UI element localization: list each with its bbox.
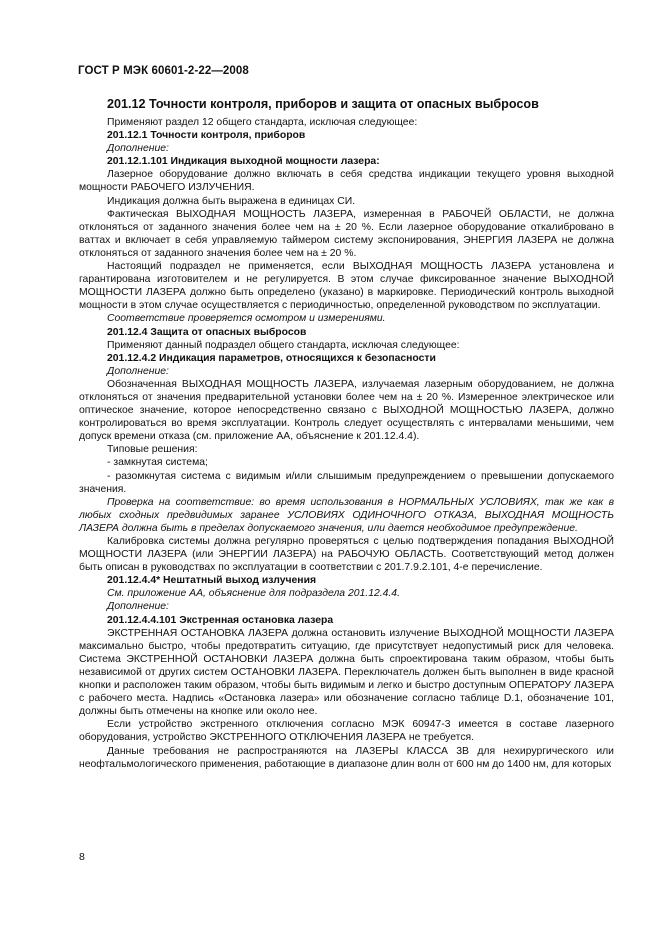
paragraph: Лазерное оборудование должно включать в себя средства индикации текущего уровня выходной мощности РАБОЧЕГО ИЗЛУЧЕНИЯ. bbox=[79, 169, 614, 194]
paragraph: Проверка на соответствие: во время использования в НОРМАЛЬНЫХ УСЛОВИЯХ, так же как в любых сходных предвидимых заранее УСЛОВИЯХ ОДИНОЧНОГО ОТКАЗА, ВЫХОДНАЯ МОЩНОСТЬ ЛАЗЕРА должна быть в пределах допускаемого значения, или дается необходимое предупреждение. bbox=[79, 496, 614, 534]
paragraph: Типовые решения: bbox=[107, 444, 198, 456]
paragraph: Фактическая ВЫХОДНАЯ МОЩНОСТЬ ЛАЗЕРА, измеренная в РАБОЧЕЙ ОБЛАСТИ, не должна отклоняться от заданного значения более чем на ± 20 %. Если лазерное оборудование откалибровано в ваттах и включает в себя управляемую таймером систему экспонирования, ЭНЕРГИЯ ЛАЗЕРА не должна отклоняться от заданного значения более чем на ± 20 %. bbox=[79, 208, 614, 259]
paragraph: - разомкнутая система с видимым и/или слышимым предупреждением о превышении допускаемого значения. bbox=[79, 470, 614, 495]
paragraph: См. приложение АА, объяснение для подраздела 201.12.4.4. bbox=[107, 588, 400, 600]
paragraph: Калибровка системы должна регулярно проверяться с целью подтверждения попадания ВЫХОДНОЙ МОЩНОСТИ ЛАЗЕРА (или ЭНЕРГИИ ЛАЗЕРА) на РАБОЧУЮ ОБЛАСТЬ. Соответствующий метод должен быть описан в руководствах по эксплуатации в соответствии с 201.7.9.2.101, 4-е перечисление. bbox=[79, 536, 614, 574]
section-heading: 201.12.4.4.101 Экстренная остановка лазера bbox=[107, 614, 334, 626]
paragraph: Дополнение: bbox=[107, 365, 169, 377]
paragraph: Настоящий подраздел не применяется, если ВЫХОДНАЯ МОЩНОСТЬ ЛАЗЕРА установлена и гарантирована изготовителем и не регулируется. В этом случае фиксированное значение ВЫХОДНОЙ МОЩНОСТИ ЛАЗЕРА должно быть определено (указано) в маркировке. Периодический контроль выходной мощности в этом случае осуществляется с периодичностью, определенной руководством по эксплуатации. bbox=[79, 261, 614, 312]
clause-title: 201.12 Точности контроля, приборов и защита от опасных выбросов bbox=[107, 97, 539, 111]
document-header: ГОСТ Р МЭК 60601-2-22—2008 bbox=[78, 65, 249, 77]
document-body bbox=[79, 96, 614, 771]
paragraph: Обозначенная ВЫХОДНАЯ МОЩНОСТЬ ЛАЗЕРА, излучаемая лазерным оборудованием, не должна отклоняться от значения предварительной установки более чем на ± 20 %. Измеренное электрическое или оптическое значение, которое непосредственно связано с ВЫХОДНОЙ МОЩНОСТЬЮ ЛАЗЕРА, должно контролироваться во время эксплуатации. Контроль следует осуществлять с интервалами меньшими, чем допуск времени отказа (см. приложение АА, объяснение к 201.12.4.4). bbox=[79, 378, 614, 443]
paragraph: Если устройство экстренного отключения согласно МЭК 60947-3 имеется в составе лазерного оборудования, устройство ЭКСТРЕННОГО ОТКЛЮЧЕНИЯ ЛАЗЕРА не требуется. bbox=[79, 719, 614, 744]
paragraph: Применяют раздел 12 общего стандарта, исключая следующее: bbox=[107, 117, 418, 128]
paragraph: ЭКСТРЕННАЯ ОСТАНОВКА ЛАЗЕРА должна остановить излучение ВЫХОДНОЙ МОЩНОСТИ ЛАЗЕРА максимально быстро, чтобы предотвратить ситуацию, где присутствует недопустимый риск для человека. Система ЭКСТРЕННОЙ ОСТАНОВКИ ЛАЗЕРА должна быть спроектирована таким образом, чтобы быть независимой от других систем ОСТАНОВКИ ЛАЗЕРА. Переключатель должен быть выполнен в виде красной кнопки и расположен таким образом, чтобы быть видимым и легко и быстро доступным ОПЕРАТОРУ ЛАЗЕРА с рабочего места. Надпись «Остановка лазера» или обозначение согласно таблице D.1, обозначение 101, должны быть отмечены на кнопке или около нее. bbox=[79, 627, 614, 718]
section-heading: 201.12.4 Защита от опасных выбросов bbox=[107, 326, 307, 338]
paragraph: Соответствие проверяется осмотром и измерениями. bbox=[107, 313, 386, 325]
paragraph: Данные требования не распространяются на ЛАЗЕРЫ КЛАССА 3В для нехирургического или неофтальмологического применения, работающие в диапазоне длин волн от 600 нм до 1400 нм, для которых bbox=[79, 745, 614, 770]
section-heading: 201.12.4.2 Индикация параметров, относящихся к безопасности bbox=[107, 352, 436, 364]
paragraph: Дополнение: bbox=[107, 601, 169, 613]
section-heading: 201.12.1 Точности контроля, приборов bbox=[107, 130, 306, 142]
paragraph: Индикация должна быть выражена в единицах СИ. bbox=[107, 195, 356, 207]
page-number: 8 bbox=[79, 851, 85, 863]
section-heading: 201.12.1.101 Индикация выходной мощности лазера: bbox=[107, 156, 380, 168]
section-heading: 201.12.4.4* Нештатный выход излучения bbox=[107, 575, 317, 587]
paragraph: Применяют данный подраздел общего стандарта, исключая следующее: bbox=[107, 339, 460, 351]
paragraph: Дополнение: bbox=[107, 143, 169, 155]
paragraph: - замкнутая система; bbox=[107, 457, 208, 469]
